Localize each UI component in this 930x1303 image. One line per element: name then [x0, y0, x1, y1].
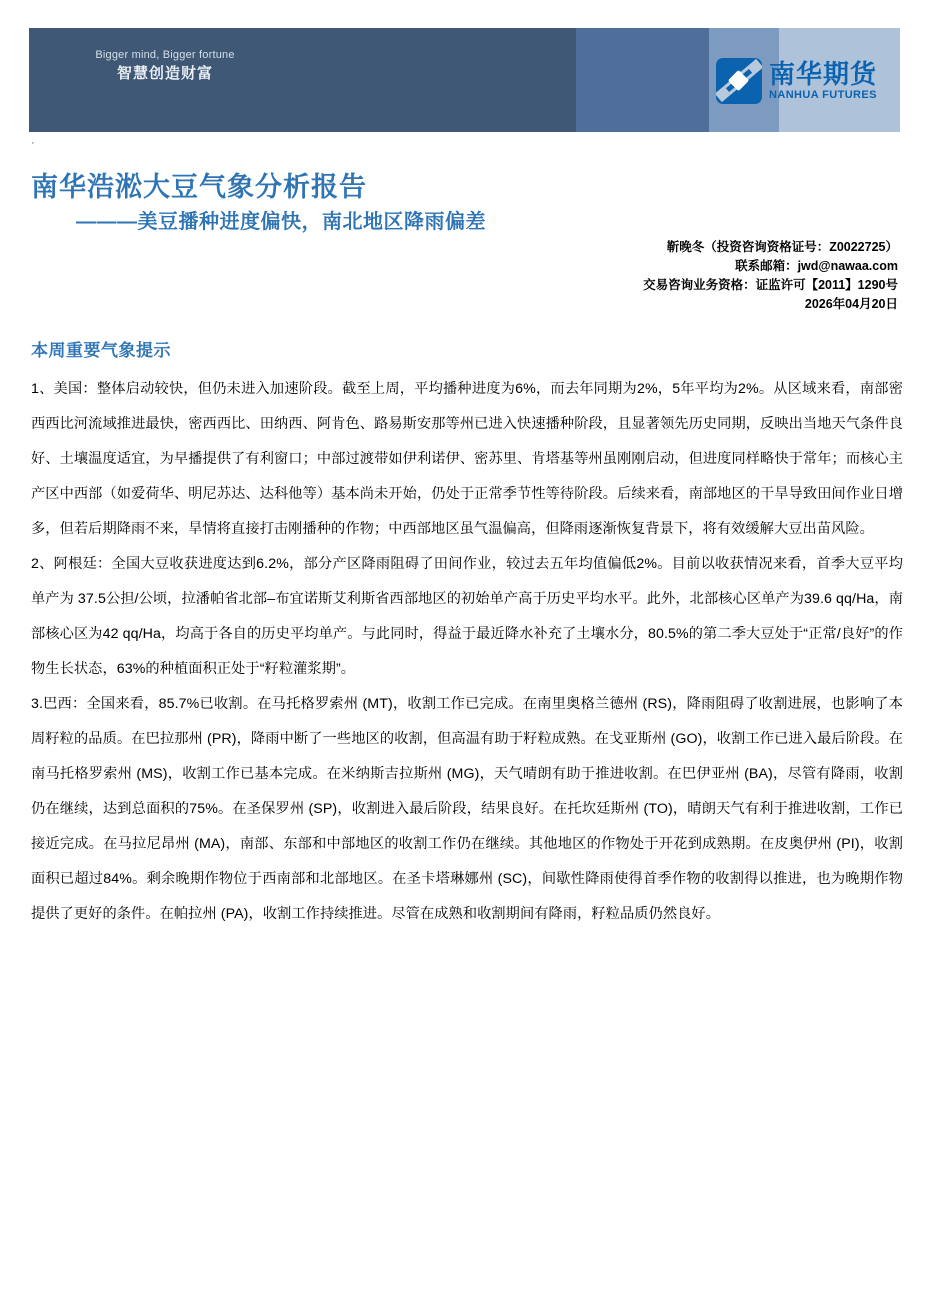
logo-text-english: NANHUA FUTURES: [769, 89, 877, 101]
document-meta: [643, 238, 898, 314]
section-heading-weather-tips: 本周重要气象提示: [31, 341, 171, 360]
nanhua-futures-logo: [716, 58, 877, 104]
logo-mark-icon: [716, 58, 762, 104]
logo-text-chinese: 南华期货: [769, 59, 878, 89]
page-subtitle: ———美豆播种进度偏快，南北地区降雨偏差: [76, 211, 486, 233]
paragraph-argentina: 2、阿根廷：全国大豆收获进度达到6.2%，部分产区降雨阻碍了田间作业，较过去五年均值偏低2%。目前以收获情况来看，首季大豆平均单产为 37.5公担/公顷，拉潘帕省北部–布宜诺斯艾利斯省西部地区的初始单产高于历史平均水平。此外，北部核心区单产为39.6 qq/Ha，南部核心区为42 qq/Ha，均高于各自的历史平均单产。与此同时，得益于最近降水补充了土壤水分，80.5%的第二季大豆处于“正常/良好”的作物生长状态，63%的种植面积正处于“籽粒灌浆期”。: [31, 556, 903, 677]
header-band-mid: [576, 28, 709, 132]
meta-date: 2026年04月20日: [804, 297, 898, 311]
report-body: [31, 372, 903, 932]
header-tagline: [55, 48, 275, 84]
paragraph-brazil: 3.巴西：全国来看，85.7%已收割。在马托格罗索州 (MT)，收割工作已完成。在南里奥格兰德州 (RS)，降雨阻碍了收割进展，也影响了本周籽粒的品质。在巴拉那州 (PR)，降雨中断了一些地区的收割，但高温有助于籽粒成熟。在戈亚斯州 (GO)，收割工作已进入最后阶段。在南马托格罗索州 (MS)，收割工作已基本完成。在米纳斯吉拉斯州 (MG)，天气晴朗有助于推进收割。在巴伊亚州 (BA)，尽管有降雨，收割仍在继续，达到总面积的75%。在圣保罗州 (SP)，收割进入最后阶段，结果良好。在托坎廷斯州 (TO)，晴朗天气有利于推进收割，工作已接近完成。在马拉尼昂州 (MA)，南部、东部和中部地区的收割工作仍在继续。其他地区的作物处于开花到成熟期。在皮奥伊州 (PI)，收割面积已超过84%。剩余晚期作物位于西南部和北部地区。在圣卡塔琳娜州 (SC)，间歇性降雨使得首季作物的收割得以推进，也为晚期作物提供了更好的条件。在帕拉州 (PA)，收割工作持续推进。尽管在成熟和收割期间有降雨，籽粒品质仍然良好。: [31, 696, 903, 922]
tagline-english: Bigger mind, Bigger fortune: [95, 49, 235, 61]
meta-analyst: 靳晚冬（投资咨询资格证号：Z0022725）: [666, 240, 898, 254]
logo-wordmark: [769, 61, 877, 101]
tagline-chinese: 智慧创造财富: [116, 65, 213, 82]
meta-email: 联系邮箱：jwd@nawaa.com: [735, 259, 898, 273]
page-title: 南华浩淞大豆气象分析报告: [31, 172, 367, 202]
paragraph-usa: 1、美国：整体启动较快，但仍未进入加速阶段。截至上周，平均播种进度为6%，而去年同期为2%，5年平均为2%。从区域来看，南部密西西比河流域推进最快，密西西比、田纳西、阿肯色、路易斯安那等州已进入快速播种阶段，且显著领先历史同期，反映出当地天气条件良好、土壤温度适宜，为早播提供了有利窗口；中部过渡带如伊利诺伊、密苏里、肯塔基等州虽刚刚启动，但进度同样略快于常年；而核心主产区中西部（如爱荷华、明尼苏达、达科他等）基本尚未开始，仍处于正常季节性等待阶段。后续来看，南部地区的干旱导致田间作业日增多，但若后期降雨不来，旱情将直接打击刚播种的作物；中西部地区虽气温偏高，但降雨逐渐恢复背景下，将有效缓解大豆出苗风险。: [31, 381, 903, 537]
meta-license: 交易咨询业务资格：证监许可【2011】1290号: [643, 278, 898, 292]
page-marker-dot: ·: [31, 137, 35, 149]
